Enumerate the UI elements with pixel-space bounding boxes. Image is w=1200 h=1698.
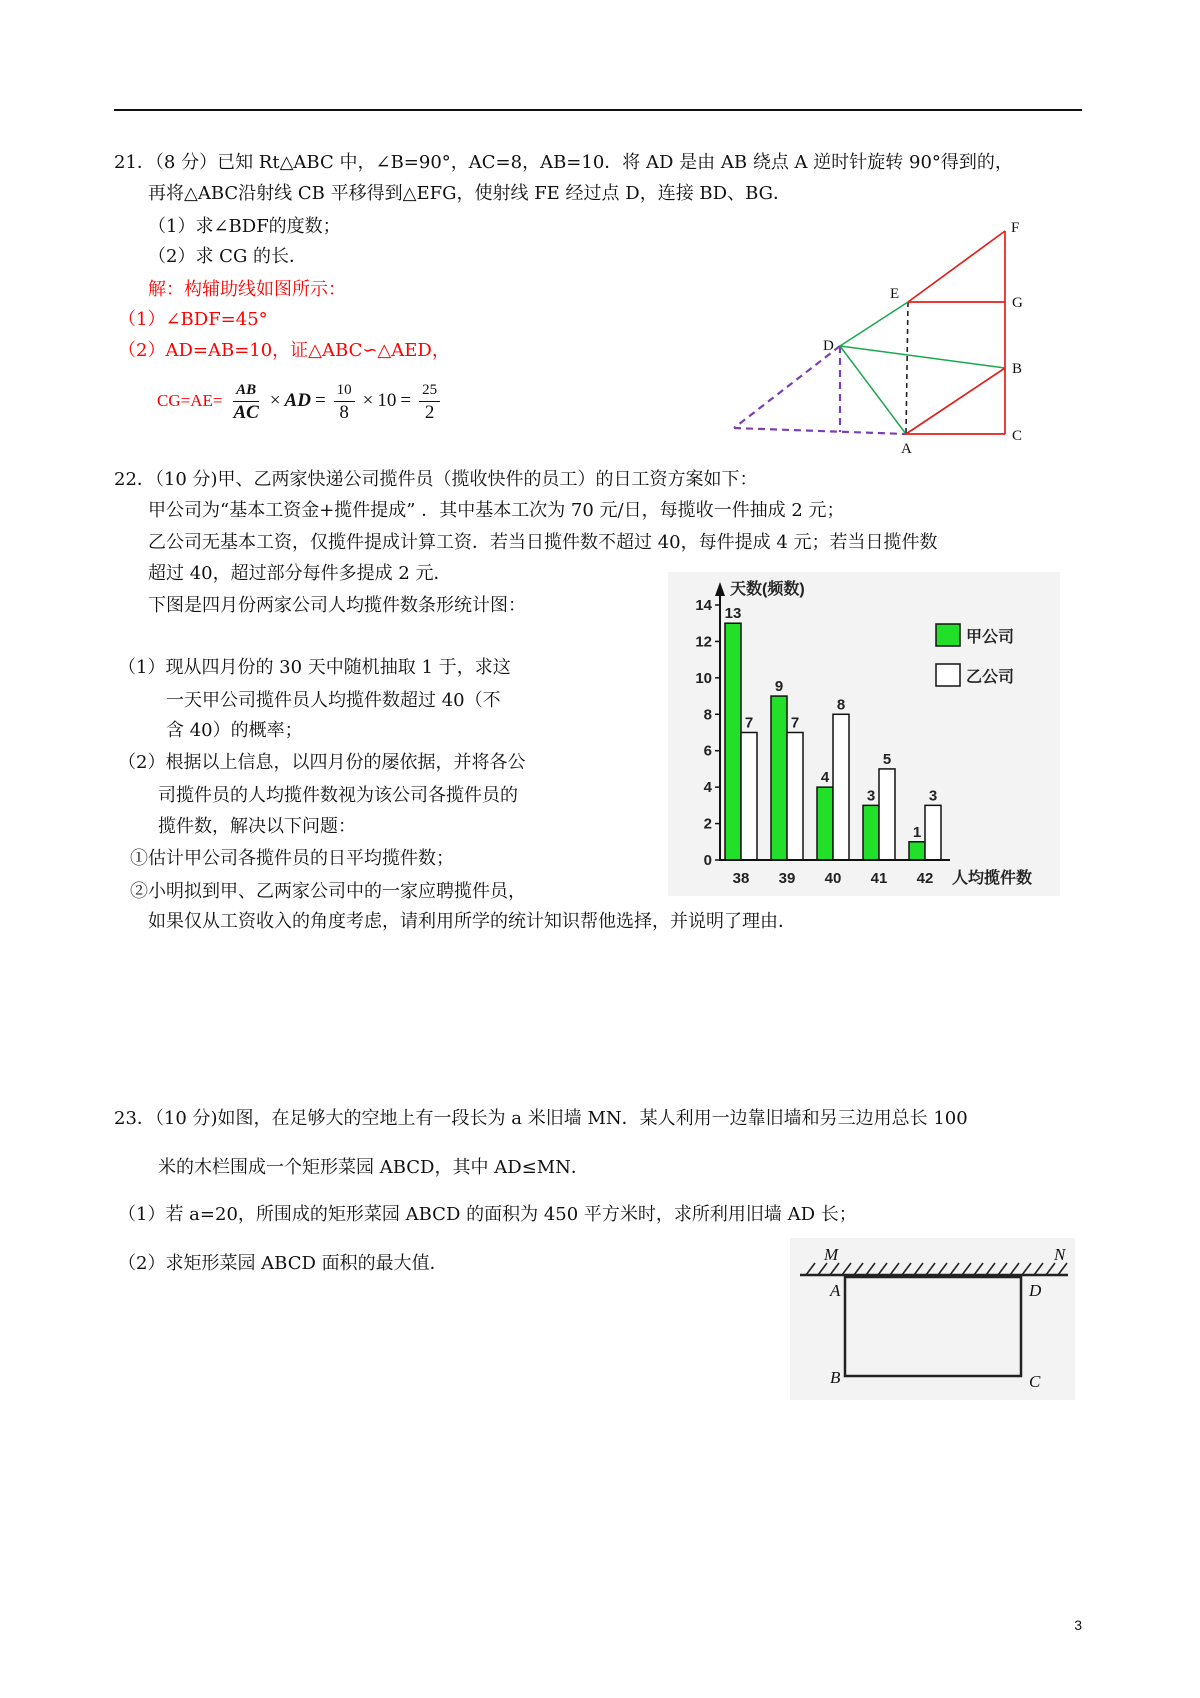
x-category-label: 39 <box>778 870 796 887</box>
y-tick-label: 12 <box>695 633 712 651</box>
aux-dashed-d-left <box>734 346 840 428</box>
chart-data-label: 4 <box>820 769 830 787</box>
q21-part-1: （1）求∠BDF的度数； <box>148 216 341 237</box>
x-category-label: 42 <box>916 870 934 887</box>
fraction-25-over-2 <box>419 379 440 424</box>
y-tick-label: 4 <box>703 779 712 797</box>
y-tick-label: 14 <box>695 597 712 614</box>
q22-line-1: 22．（10 分)甲、乙两家快递公司揽件员（揽收快件的员工）的日工资方案如下： <box>114 469 758 490</box>
fraction-denominator: AC <box>233 401 259 423</box>
legend-swatch-yi <box>936 664 960 686</box>
header-rule <box>114 109 1082 111</box>
q21-solution-intro: 解：构辅助线如图所示： <box>148 279 346 300</box>
point-label-g: G <box>1012 295 1023 311</box>
figure-q23-garden <box>790 1238 1075 1400</box>
times-sign: × <box>269 390 281 411</box>
fraction-10-over-8 <box>334 379 355 424</box>
chart-bar <box>879 769 895 860</box>
q21-line-1: 21．（8 分）已知 Rt△ABC 中，∠B=90°，AC=8，AB=10．将 AD 是由 AB 绕点 A 逆时针旋转 90°得到的， <box>114 152 1013 173</box>
q22-sub-line-3: 含 40）的概率； <box>166 720 303 741</box>
q21-solution-part-2: （2）AD=AB=10，证△ABC∽△AED， <box>118 340 450 361</box>
y-axis-title: 天数(频数) <box>730 581 805 598</box>
bar-chart-parcels-per-person <box>668 572 1060 896</box>
fraction-denominator: 2 <box>424 401 435 423</box>
x-axis-title: 人均揽件数 <box>952 870 1033 887</box>
fraction-ab-over-ac <box>230 379 261 424</box>
chart-bar <box>787 733 803 861</box>
fraction-numerator: 10 <box>334 379 355 402</box>
segment-ab <box>906 368 1005 434</box>
segment-ef <box>908 231 1005 302</box>
y-tick-label: 8 <box>703 706 712 724</box>
chart-data-label: 7 <box>790 714 800 732</box>
point-label-a: A <box>830 1281 841 1300</box>
chart-data-label: 1 <box>912 823 922 841</box>
point-label-c: C <box>1029 1372 1041 1391</box>
formula-lhs: CG=AE= <box>157 391 223 410</box>
q22-sub-line-8: ②小明拟到甲、乙两家公司中的一家应聘揽件员， <box>130 881 526 902</box>
chart-data-label: 3 <box>928 787 938 805</box>
figure-q21-triangles <box>718 218 1054 458</box>
q23-part-1: （1）若 a=20，所围成的矩形菜园 ABCD 的面积为 450 平方米时，求所利用旧墙 AD 长； <box>118 1204 857 1225</box>
formula-variable-ad: AD <box>284 390 311 411</box>
legend-label-jia: 甲公司 <box>966 629 1015 646</box>
chart-bar <box>909 842 925 860</box>
chart-bar <box>725 623 741 860</box>
chart-bar <box>925 805 941 860</box>
y-tick-label: 6 <box>703 742 712 760</box>
q21-part-2: （2）求 CG 的长． <box>148 246 308 267</box>
y-tick-label: 2 <box>703 815 712 833</box>
point-label-n: N <box>1054 1245 1066 1264</box>
q22-line-2: 甲公司为“基本工资金+揽件提成” ．其中基本工次为 70 元/日，每揽收一件抽成 2 元； <box>148 500 845 521</box>
q21-solution-part-1: （1）∠BDF=45° <box>118 309 268 330</box>
page-number: 3 <box>1074 1617 1082 1633</box>
q22-sub-line-7: ①估计甲公司各揽件员的日平均揽件数； <box>130 848 454 869</box>
equals-sign: = <box>400 390 412 411</box>
q22-sub-line-9: 如果仅从工资收入的角度考虑，请利用所学的统计知识帮他选择，并说明了理由． <box>148 911 796 932</box>
aux-dashed-base <box>734 428 906 434</box>
y-tick-label: 10 <box>695 669 712 687</box>
x-category-label: 40 <box>824 870 842 887</box>
chart-data-label: 9 <box>774 678 784 696</box>
chart-data-label: 8 <box>836 696 846 714</box>
chart-bar <box>771 696 787 860</box>
chart-bar <box>817 787 833 860</box>
q22-sub-line-4: （2）根据以上信息，以四月份的屡依据，并将各公 <box>118 752 526 773</box>
q23-line-2: 米的木栏围成一个矩形菜园 ABCD，其中 AD≤MN． <box>158 1157 589 1178</box>
y-tick-label: 0 <box>703 852 712 869</box>
q22-line-5: 下图是四月份两家公司人均揽件数条形统计图： <box>148 595 526 616</box>
point-label-c: C <box>1012 428 1023 444</box>
chart-data-label: 7 <box>744 714 754 732</box>
point-label-b: B <box>1012 361 1023 377</box>
segment-db <box>840 346 1005 368</box>
chart-data-label: 5 <box>882 750 892 768</box>
q22-sub-line-5: 司揽件员的人均揽件数视为该公司各揽件员的 <box>158 785 518 806</box>
point-label-b: B <box>830 1368 841 1387</box>
point-label-d: D <box>823 338 834 354</box>
q22-line-3: 乙公司无基本工资，仅揽件提成计算工资．若当日揽件数不超过 40，每件提成 4 元；若当日揽件数 <box>148 532 938 553</box>
chart-data-label: 13 <box>724 605 742 623</box>
q22-sub-line-2: 一天甲公司揽件员人均揽件数超过 40（不 <box>166 690 501 711</box>
cg-formula <box>157 376 444 426</box>
q22-line-4: 超过 40，超过部分每件多提成 2 元． <box>148 563 452 584</box>
point-label-a: A <box>901 441 912 457</box>
chart-bar <box>741 733 757 861</box>
legend-swatch-jia <box>936 624 960 646</box>
equals-sign: = <box>314 390 326 411</box>
point-label-f: F <box>1011 220 1020 236</box>
q22-sub-line-1: （1）现从四月份的 30 天中随机抽取 1 于，求这 <box>118 657 511 678</box>
formula-factor: 10 <box>377 390 397 411</box>
fraction-numerator: AB <box>233 379 259 402</box>
point-label-e: E <box>890 286 900 302</box>
q23-line-1: 23．（10 分)如图，在足够大的空地上有一段长为 a 米旧墙 MN．某人利用一边靠旧墙和另三边用总长 100 <box>114 1108 968 1129</box>
times-sign: × <box>362 390 374 411</box>
legend-label-yi: 乙公司 <box>966 669 1015 686</box>
chart-bar <box>833 714 849 860</box>
q22-sub-line-6: 揽件数，解决以下问题： <box>158 816 356 837</box>
fraction-denominator: 8 <box>339 401 349 423</box>
q23-part-2: （2）求矩形菜园 ABCD 面积的最大值． <box>118 1253 448 1274</box>
q21-line-2: 再将△ABC沿射线 CB 平移得到△EFG，使射线 FE 经过点 D，连接 BD、BG． <box>148 183 792 204</box>
x-category-label: 41 <box>870 870 888 887</box>
chart-data-label: 3 <box>866 787 876 805</box>
segment-da <box>840 346 906 434</box>
fraction-numerator: 25 <box>419 379 440 402</box>
point-label-m: M <box>824 1245 839 1264</box>
aux-dashed-ea <box>906 302 908 434</box>
segment-de <box>840 302 908 346</box>
chart-bar <box>863 805 879 860</box>
point-label-d: D <box>1029 1281 1042 1300</box>
x-category-label: 38 <box>732 870 750 887</box>
